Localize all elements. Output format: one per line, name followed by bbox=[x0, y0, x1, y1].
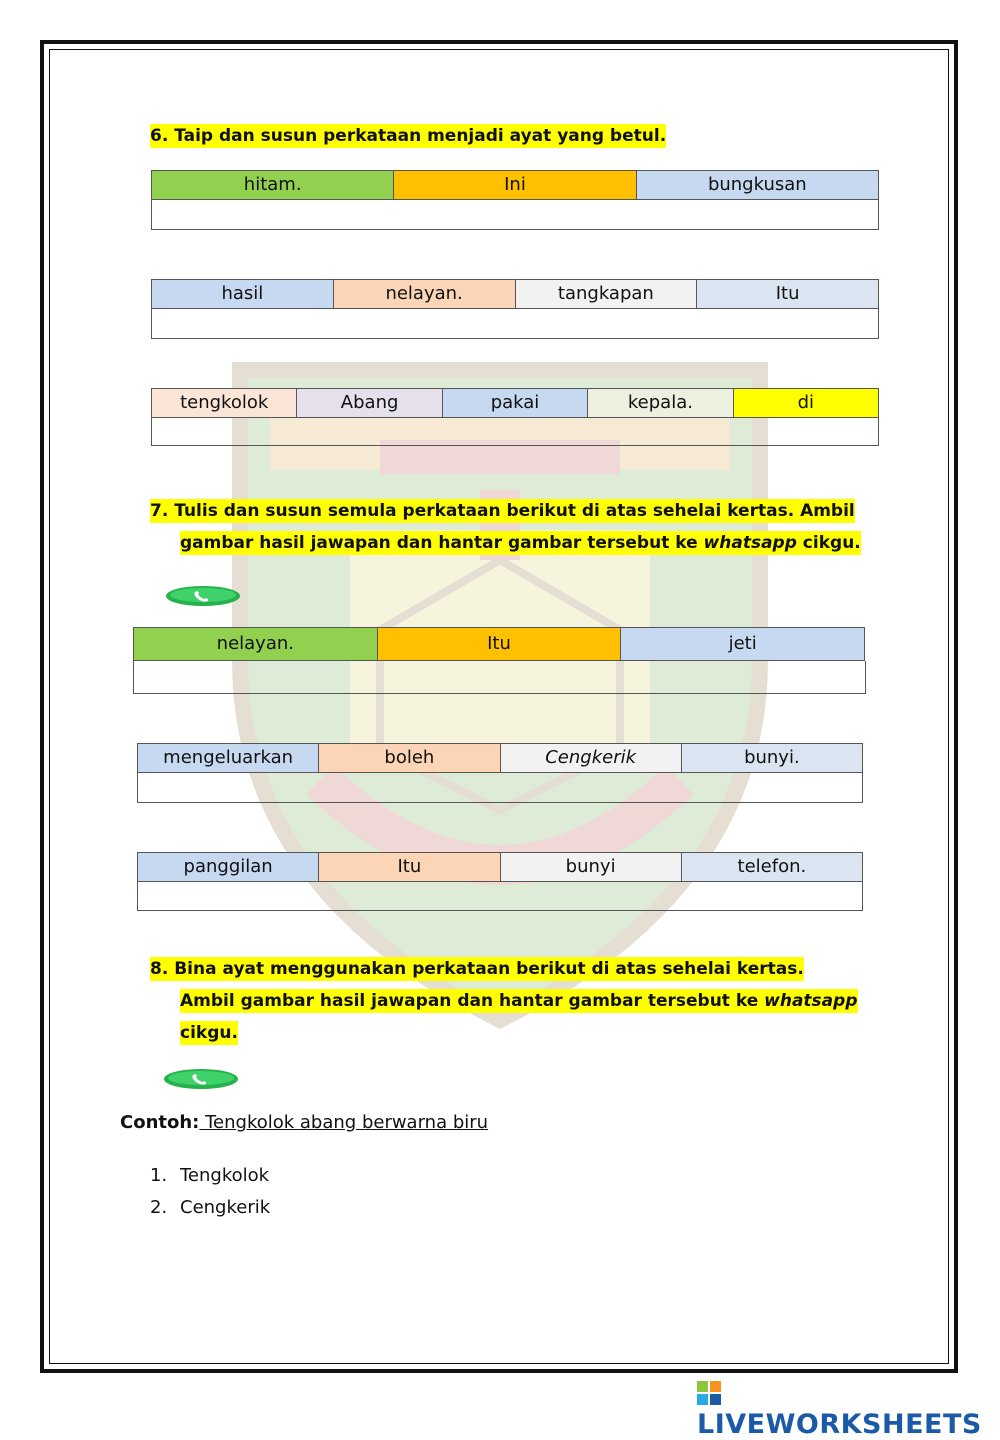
liveworksheets-logo bbox=[697, 1378, 1000, 1440]
word-tile[interactable]: Itu bbox=[319, 853, 500, 881]
whatsapp-icon[interactable] bbox=[165, 585, 241, 607]
question-6-number: 6. bbox=[150, 126, 169, 146]
word-tile[interactable]: pakai bbox=[443, 389, 588, 417]
word-tile[interactable]: nelayan. bbox=[134, 628, 378, 660]
word-tile[interactable]: kepala. bbox=[588, 389, 733, 417]
question-7-number: 7. bbox=[150, 501, 169, 521]
question-7-line1: Tulis dan susun semula perkataan berikut di atas sehelai kertas. Ambil bbox=[174, 501, 855, 521]
example-label: Contoh: bbox=[120, 1112, 200, 1133]
word-tile[interactable]: jeti bbox=[621, 628, 864, 660]
word-row-2 bbox=[151, 279, 879, 309]
word-tile[interactable]: panggilan bbox=[138, 853, 319, 881]
logo-text: LIVEWORKSHEETS bbox=[697, 1409, 982, 1440]
word-tile[interactable]: Abang bbox=[297, 389, 442, 417]
question-8-line2: Ambil gambar hasil jawapan dan hantar gambar tersebut ke bbox=[180, 991, 765, 1011]
word-tile[interactable]: di bbox=[734, 389, 878, 417]
question-8 bbox=[150, 953, 890, 1049]
word-row-6 bbox=[137, 852, 863, 882]
word-row-1 bbox=[151, 170, 879, 200]
word-tile[interactable]: hitam. bbox=[152, 171, 394, 199]
list-item: 1. Tengkolok bbox=[150, 1165, 270, 1186]
question-8-number: 8. bbox=[150, 959, 169, 979]
answer-input-1[interactable] bbox=[151, 200, 879, 230]
question-7-line2: gambar hasil jawapan dan hantar gambar tersebut ke bbox=[180, 533, 704, 553]
word-tile[interactable]: Ini bbox=[394, 171, 636, 199]
word-tile[interactable]: Itu bbox=[697, 280, 878, 308]
question-7-whatsapp-word: whatsapp bbox=[703, 533, 797, 553]
example-sentence: Tengkolok abang berwarna biru bbox=[199, 1112, 489, 1133]
question-8-whatsapp-word: whatsapp bbox=[764, 991, 858, 1011]
word-list bbox=[150, 1160, 270, 1224]
word-tile[interactable]: boleh bbox=[319, 744, 500, 772]
answer-input-5[interactable] bbox=[137, 773, 863, 803]
word-tile[interactable]: telefon. bbox=[682, 853, 862, 881]
word-tile[interactable]: mengeluarkan bbox=[138, 744, 319, 772]
word-tile[interactable]: bungkusan bbox=[637, 171, 878, 199]
list-item: 2. Cengkerik bbox=[150, 1197, 271, 1218]
answer-input-2[interactable] bbox=[151, 309, 879, 339]
word-tile[interactable]: bunyi. bbox=[682, 744, 862, 772]
liveworksheets-logo-icon bbox=[697, 1381, 721, 1405]
word-tile[interactable]: Itu bbox=[378, 628, 622, 660]
question-6 bbox=[150, 120, 666, 152]
answer-input-4[interactable] bbox=[133, 661, 866, 694]
word-tile[interactable]: nelayan. bbox=[334, 280, 516, 308]
word-tile[interactable]: tangkapan bbox=[516, 280, 698, 308]
answer-input-3[interactable] bbox=[151, 418, 879, 446]
question-8-line1: Bina ayat menggunakan perkataan berikut di atas sehelai kertas. bbox=[174, 959, 804, 979]
question-7-line2-end: cikgu. bbox=[796, 533, 861, 553]
word-tile[interactable]: tengkolok bbox=[152, 389, 297, 417]
word-row-4 bbox=[133, 627, 865, 661]
question-7 bbox=[150, 495, 890, 559]
question-8-line3: cikgu. bbox=[180, 1023, 238, 1043]
word-tile[interactable]: Cengkerik bbox=[501, 744, 682, 772]
example-line bbox=[120, 1112, 488, 1133]
whatsapp-icon[interactable] bbox=[163, 1068, 239, 1090]
question-6-text: Taip dan susun perkataan menjadi ayat yang betul. bbox=[174, 126, 667, 146]
answer-input-6[interactable] bbox=[137, 882, 863, 911]
word-row-5 bbox=[137, 743, 863, 773]
word-row-3 bbox=[151, 388, 879, 418]
word-tile[interactable]: hasil bbox=[152, 280, 334, 308]
word-tile[interactable]: bunyi bbox=[501, 853, 682, 881]
